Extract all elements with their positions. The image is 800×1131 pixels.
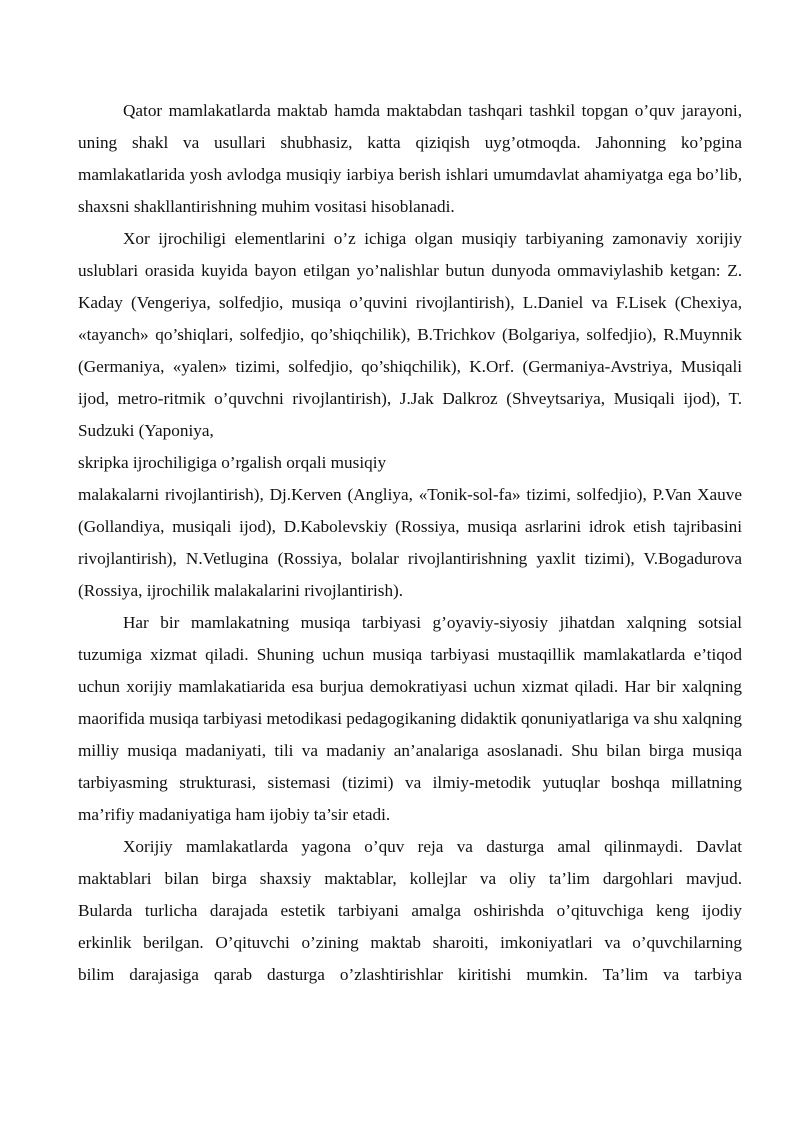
paragraph-4-line: bilim darajasiga qarab dasturga o’zlashtirishlar kiritishi mumkin. Ta’lim va tarbiya: [78, 965, 742, 984]
paragraph-4-line: Bularda turlicha darajada estetik tarbiyani amalga oshirishda o’qituvchiga keng ijodiy: [78, 901, 742, 920]
paragraph-1: Qator mamlakatlarda maktab hamda maktabdan tashqari tashkil topgan o’quv jarayoni, uning shakl va usullari shubhasiz, katta qiziqish uyg’otmoqda. Jahonning ko’pgina mamlakatlarida yosh avlodga musiqiy iarbiya berish ishlari umumdavlat ahamiyatga ega bo’lib, shaxsni shakllantirishning muhim vositasi hisoblanadi.: [78, 101, 742, 216]
paragraph-3: Har bir mamlakatning musiqa tarbiyasi g’oyaviy-siyosiy jihatdan xalqning sotsial tuzumiga xizmat qiladi. Shuning uchun musiqa tarbiyasi mustaqillik mamlakatlarda e’tiqod uchun xorijiy mamlakatiarida esa burjua demokratiyasi uchun xizmat qiladi. Har bir xalqning maorifida musiqa tarbiyasi metodikasi pedagogikaning didaktik qonuniyatlariga va shu xalqning milliy musiqa madaniyati, tili va madaniy an’analariga asoslanadi. Shu bilan birga musiqa tarbiyasming strukturasi, sistemasi (tizimi) va ilmiy-metodik yutuqlar boshqa millatning ma’rifiy madaniyatiga ham ijobiy ta’sir etadi.: [78, 613, 742, 824]
document-page: [78, 95, 742, 991]
paragraph-2-continuation: malakalarni rivojlantirish), Dj.Kerven (Angliya, «Tonik-sol-fa» tizimi, solfedjio), P.Van Xauve (Gollandiya, musiqali ijod), D.Kabolevskiy (Rossiya, musiqa asrlarini idrok etish tajribasini rivojlantirish), N.Vetlugina (Rossiya, bolalar rivojlantirishning yaxlit tizimi), V.Bogadurova (Rossiya, ijrochilik malakalarini rivojlantirish).: [78, 485, 742, 600]
paragraph-4-line: Xorijiy mamlakatlarda yagona o’quv reja va dasturga amal qilinmaydi. Davlat: [123, 837, 742, 856]
paragraph-4-line: erkinlik berilgan. O’qituvchi o’zining maktab sharoiti, imkoniyatlari va o’quvchilarning: [78, 933, 742, 952]
paragraph-2-short-line: skripka ijrochiligiga o’rgalish orqali musiqiy: [78, 453, 387, 472]
paragraph-4: [78, 831, 742, 991]
paragraph-2: Xor ijrochiligi elementlarini o’z ichiga olgan musiqiy tarbiyaning zamonaviy xorijiy uslublari orasida kuyida bayon etilgan yo’nalishlar butun dunyoda ommaviylashib ketgan: Z. Kaday (Vengeriya, solfedjio, musiqa o’quvini rivojlantirish), L.Daniel va F.Lisek (Chexiya, «tayanch» qo’shiqlari, solfedjio, qo’shiqchilik), B.Trichkov (Bolgariya, solfedjio), R.Muynnik (Germaniya, «yalen» tizimi, solfedjio, qo’shiqchilik), K.Orf. (Germaniya-Avstriya, Musiqali ijod, metro-ritmik o’quvchni rivojlantirish), J.Jak Dalkroz (Shveytsariya, Musiqali ijod), T. Sudzuki (Yaponiya,: [78, 229, 742, 440]
paragraph-4-line: maktablari bilan birga shaxsiy maktablar, kollejlar va oliy ta’lim dargohlari mavjud.: [78, 869, 742, 888]
